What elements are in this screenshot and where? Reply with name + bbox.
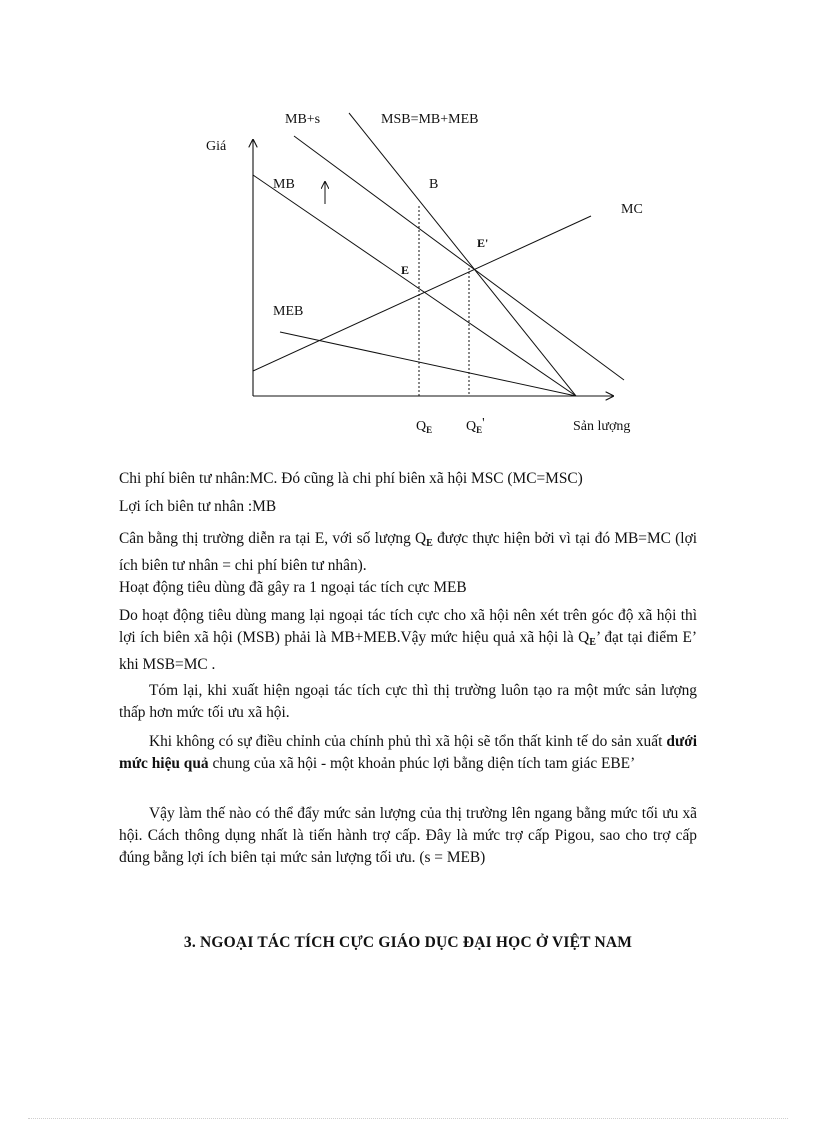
- paragraph-positive-externality: Hoạt động tiêu dùng đã gây ra 1 ngoại tác tích cực MEB: [119, 579, 467, 596]
- point-e-label: E: [401, 263, 410, 277]
- paragraph-welfare-loss: Khi không có sự điều chỉnh của chính phủ thì xã hội sẽ tổn thất kinh tế do sản xuất dưới mức hiệu quả chung của xã hội - một khoản phúc lợi bằng diện tích tam giác EBE’: [119, 733, 697, 772]
- qe-prime-label: $Q_E'$: [466, 416, 485, 435]
- mb-plus-s-label: MB+s: [285, 112, 321, 127]
- mc-label: MC: [621, 202, 643, 217]
- qe-label: $Q_E$: [416, 419, 433, 435]
- paragraph-social-benefit: Do hoạt động tiêu dùng mang lại ngoại tác tích cực cho xã hội nên xét trên góc độ xã hội thì lợi ích biên xã hội (MSB) phải là MB+MEB.Vậy mức hiệu quả xã hội là QE’ đạt tại điểm E’ khi MSB=MC .: [119, 607, 697, 673]
- y-axis-label: Giá: [206, 139, 227, 154]
- msb-label: MSB=MB+MEB: [381, 112, 479, 127]
- mb-curve: [253, 175, 576, 396]
- point-e-prime-label: E': [477, 236, 489, 250]
- externality-diagram: [0, 0, 816, 450]
- mc-curve: [253, 216, 591, 371]
- paragraph-summary: Tóm lại, khi xuất hiện ngoại tác tích cực thì thị trường luôn tạo ra một mức sản lượng thấp hơn mức tối ưu xã hội.: [119, 682, 697, 721]
- meb-label: MEB: [273, 304, 304, 319]
- section-heading: 3. NGOẠI TÁC TÍCH CỰC GIÁO DỤC ĐẠI HỌC Ở VIỆT NAM: [183, 934, 633, 951]
- mb-plus-s-curve: [294, 136, 624, 380]
- page-bottom-rule: [28, 1118, 788, 1119]
- paragraph-private-cost: Chi phí biên tư nhân:MC. Đó cũng là chi phí biên xã hội MSC (MC=MSC): [119, 470, 583, 487]
- mb-label: MB: [273, 177, 295, 192]
- paragraph-pigou-subsidy: Vậy làm thế nào có thể đẩy mức sản lượng của thị trường lên ngang bằng mức tối ưu xã hội. Cách thông dụng nhất là tiến hành trợ cấp. Đây là mức trợ cấp Pigou, sao cho trợ cấp đúng bằng lợi ích biên tại mức sản lượng tối ưu. (s = MEB): [119, 805, 697, 866]
- x-axis-label: Sản lượng: [573, 419, 631, 434]
- point-b-label: B: [429, 177, 439, 192]
- meb-curve: [280, 332, 576, 396]
- paragraph-market-equilibrium: Cân bằng thị trường diễn ra tại E, với số lượng QE được thực hiện bởi vì tại đó MB=MC (lợi ích biên tư nhân = chi phí biên tư nhân).: [119, 530, 697, 574]
- msb-curve: [349, 113, 576, 396]
- paragraph-private-benefit: Lợi ích biên tư nhân :MB: [119, 498, 277, 515]
- bold-phrase: dưới mức hiệu quả: [119, 733, 697, 772]
